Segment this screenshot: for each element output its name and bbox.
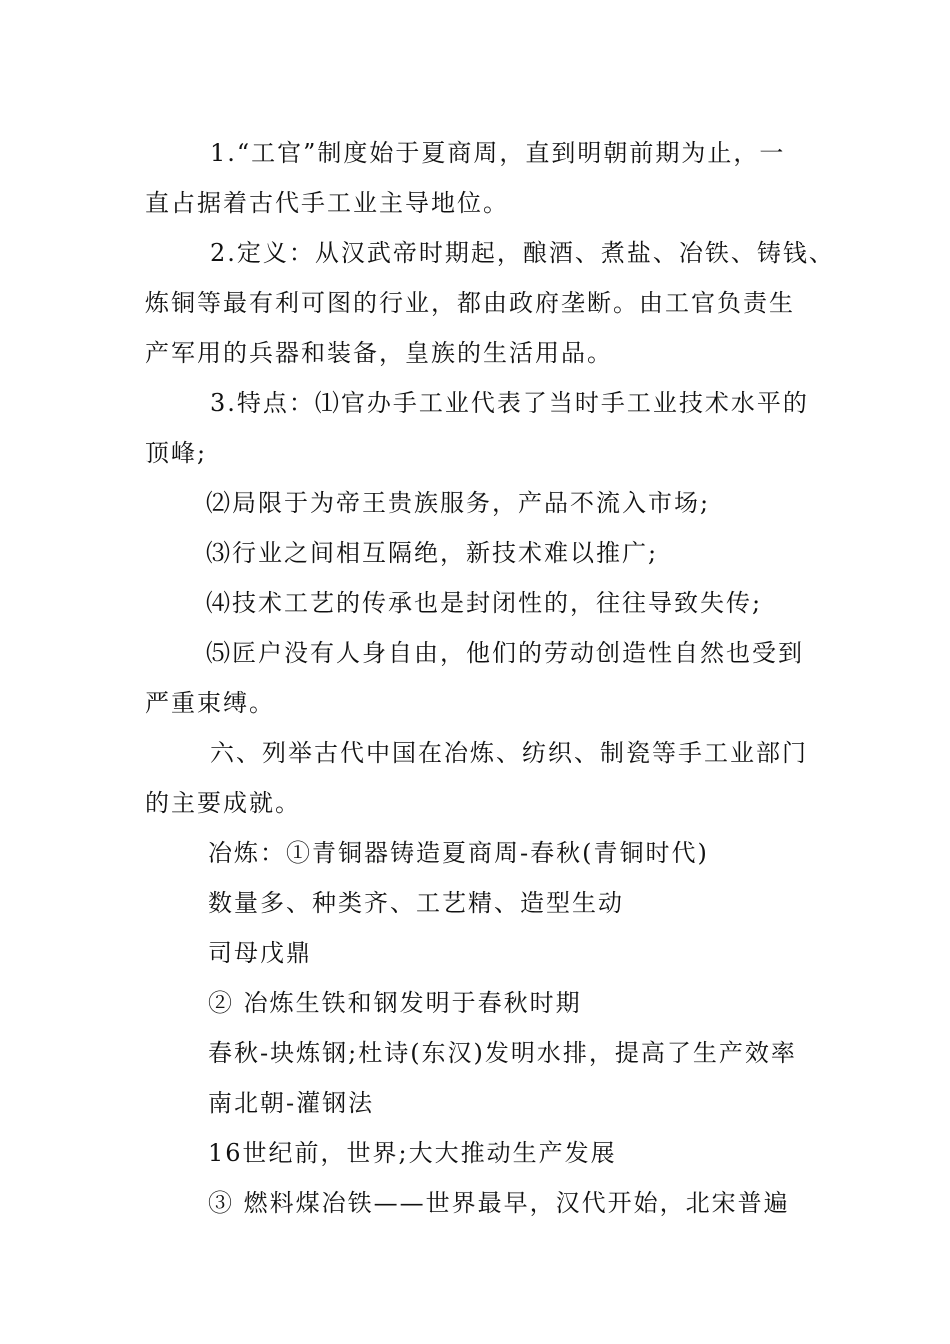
text-line-feature-5-cont: 严重束缚。 — [145, 689, 275, 717]
text-line-features-cont: 顶峰; — [145, 439, 208, 467]
text-line-definition-cont-2: 产军用的兵器和装备，皇族的生活用品。 — [145, 339, 613, 367]
text-line-pig-iron-steel: ② 冶炼生铁和钢发明于春秋时期 — [208, 989, 582, 1017]
text-line-bronze-traits: 数量多、种类齐、工艺精、造型生动 — [208, 889, 624, 917]
text-line-cofining: 南北朝-灌钢法 — [208, 1089, 375, 1117]
text-line-definition-cont-1: 炼铜等最有利可图的行业，都由政府垄断。由工官负责生 — [145, 289, 795, 317]
text-line-feature-4: ⑷技术工艺的传承也是封闭性的，往往导致失传; — [206, 589, 763, 617]
text-line-coal-smelting: ③ 燃料煤冶铁——世界最早，汉代开始，北宋普遍 — [208, 1189, 790, 1217]
section-heading-six-cont: 的主要成就。 — [145, 789, 301, 817]
text-line-feature-5: ⑸匠户没有人身自由，他们的劳动创造性自然也受到 — [206, 639, 804, 667]
text-line-gongguan-origin: 1.“工官”制度始于夏商周，直到明朝前期为止，一 — [210, 139, 786, 167]
text-line-features: 3.特点：⑴官办手工业代表了当时手工业技术水平的 — [210, 389, 809, 417]
text-line-definition: 2.定义：从汉武帝时期起，酿酒、煮盐、冶铁、铸钱、 — [210, 239, 835, 267]
text-line-16th-century: 16世纪前，世界;大大推动生产发展 — [208, 1139, 617, 1167]
text-line-feature-3: ⑶行业之间相互隔绝，新技术难以推广; — [206, 539, 659, 567]
text-line-bloomery-water-bellows: 春秋-块炼钢;杜诗(东汉)发明水排，提高了生产效率 — [208, 1039, 797, 1067]
text-line-simuwu-ding: 司母戊鼎 — [208, 939, 312, 967]
text-line-gongguan-status: 直占据着古代手工业主导地位。 — [145, 189, 509, 217]
text-line-feature-2: ⑵局限于为帝王贵族服务，产品不流入市场; — [206, 489, 711, 517]
section-heading-six: 六、列举古代中国在冶炼、纺织、制瓷等手工业部门 — [210, 739, 808, 767]
text-line-smelting-bronze: 冶炼：①青铜器铸造夏商周-春秋(青铜时代) — [208, 839, 709, 867]
